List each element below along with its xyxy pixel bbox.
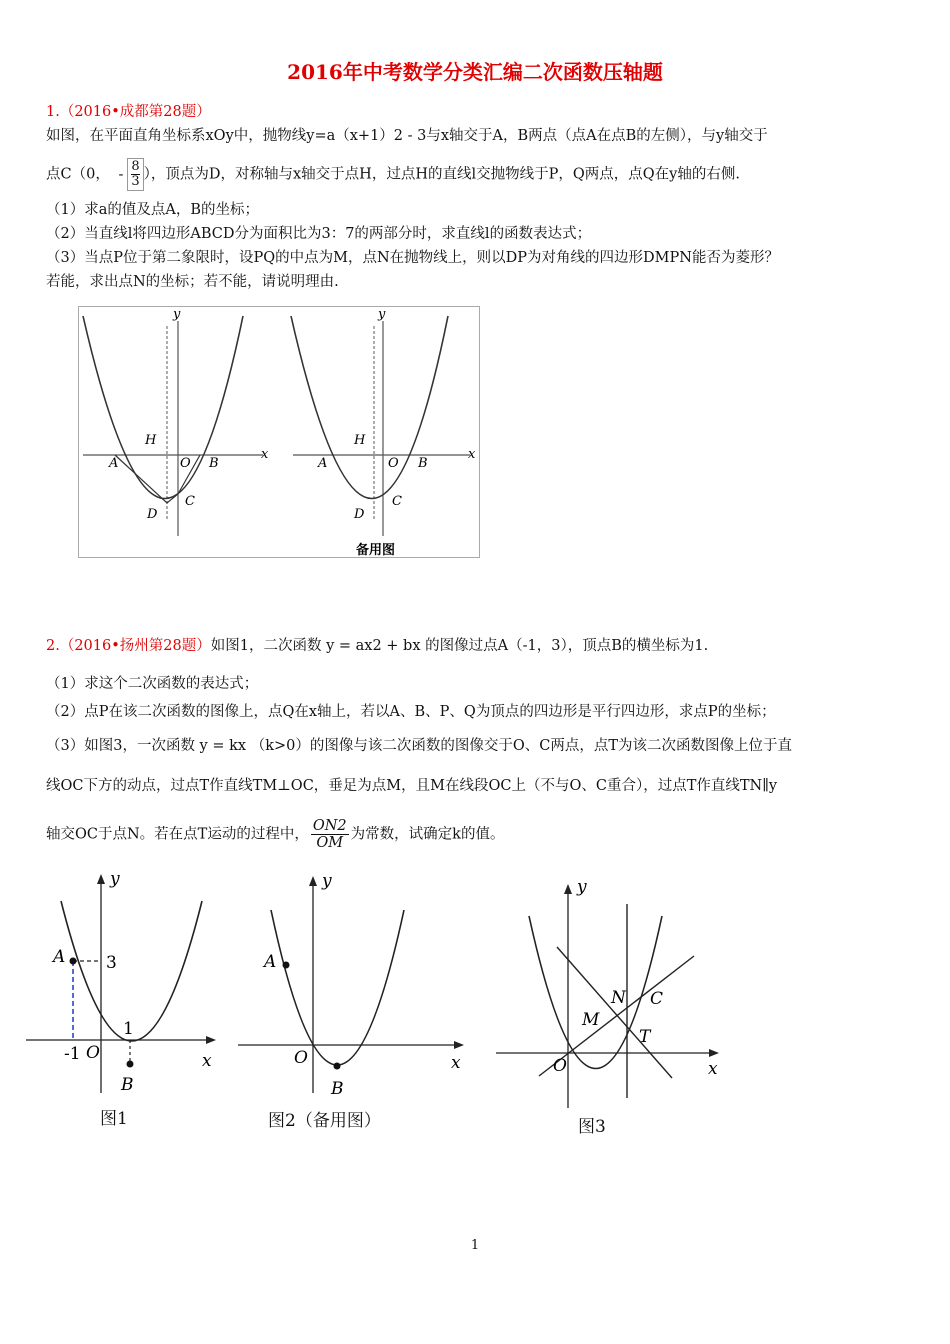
q1-spare-label-x: x	[468, 447, 476, 462]
q2-sub3c-post: 为常数，试确定k的值。	[350, 826, 505, 843]
fig1-point-A	[70, 958, 77, 965]
q1-spare-label-O: O	[388, 456, 399, 471]
fig1-label-B: B	[121, 1075, 134, 1095]
q2-frac-num: ON2	[312, 818, 347, 834]
q2-sub3c	[46, 818, 910, 851]
q2-fig2	[236, 868, 476, 1098]
fig3-y-arrow	[564, 884, 572, 894]
fig2-label-x: x	[451, 1053, 461, 1073]
fig3-label-y: y	[577, 877, 587, 897]
fig2-x-arrow	[454, 1041, 464, 1049]
q1-sub1: （1）求a的值及点A，B的坐标；	[46, 202, 259, 218]
fig1-y-arrow	[97, 874, 105, 884]
q1-label-B: B	[209, 456, 219, 471]
q1-label-C: C	[185, 494, 195, 509]
q1-label: 1.（2016•成都第28题）	[46, 104, 211, 120]
page-number: 1	[470, 1238, 480, 1253]
q1-spare-label-B: B	[418, 456, 428, 471]
q2-sub2: （2）点P在该二次函数的图像上，点Q在x轴上，若以A、B、P、Q为顶点的四边形是平行四边形，求点P的坐标；	[46, 704, 776, 720]
q1-line1: 如图，在平面直角坐标系xOy中，抛物线y=a（x+1）2 - 3与x轴交于A，B两点（点A在点B的左侧），与y轴交于	[46, 128, 768, 144]
fig1-caption: 图1	[100, 1109, 128, 1129]
fig3-label-x: x	[708, 1059, 718, 1079]
fig3-label-N: N	[611, 988, 626, 1008]
q1-line2a: 点C（0，	[46, 166, 110, 183]
q1-spare-label-A: A	[318, 456, 328, 471]
fig1-point-B	[127, 1061, 134, 1068]
q1-figure	[78, 306, 480, 558]
q1-label-O: O	[180, 456, 191, 471]
q2-fig3	[494, 876, 734, 1108]
fig3-x-arrow	[709, 1049, 719, 1057]
fig3-label-C: C	[650, 989, 664, 1009]
q1-spare-label-D: D	[354, 507, 365, 522]
q2-fig1	[26, 868, 226, 1098]
q1-figure-border	[79, 307, 480, 558]
q2-sub1: （1）求这个二次函数的表达式；	[46, 676, 259, 692]
q1-spare-label-y: y	[378, 307, 386, 322]
q2-sub3a: （3）如图3，一次函数 y = kx （k>0）的图像与该二次函数的图像交于O、C两点，点T为该二次函数图像上位于直	[46, 738, 793, 754]
fig2-label-B: B	[331, 1079, 344, 1098]
fig3-label-T: T	[639, 1027, 651, 1047]
fig1-label-neg1: -1	[64, 1044, 81, 1064]
fig1-x-arrow	[206, 1036, 216, 1044]
q1-label-D: D	[147, 507, 158, 522]
fig1-label-A: A	[53, 947, 66, 967]
fig3-label-M: M	[582, 1010, 600, 1030]
fig2-point-A	[283, 962, 290, 969]
fig1-label-1: 1	[123, 1019, 134, 1039]
q1-label-y: y	[173, 307, 181, 322]
fig3-caption: 图3	[578, 1117, 606, 1137]
q1-sub3a: （3）当点P位于第二象限时，设PQ的中点为M，点N在抛物线上，则以DP为对角线的四边形DMPN能否为菱形？	[46, 250, 779, 266]
fig3-line-TM	[557, 947, 672, 1078]
fig1-label-y: y	[110, 869, 120, 889]
fig1-label-3: 3	[106, 953, 117, 973]
q1-frac-num: 8	[131, 159, 140, 174]
q1-sub3b: 若能，求出点N的坐标；若不能，请说明理由.	[46, 274, 339, 290]
fig2-label-A: A	[264, 952, 277, 972]
q2-line1: 如图1，二次函数 y = ax2 + bx 的图像过点A（-1，3），顶点B的横坐标为1.	[210, 638, 709, 654]
q1-line2b: ），顶点为D，对称轴与x轴交于点H，过点H的直线l交抛物线于P，Q两点，点Q在y轴的右侧.	[143, 166, 740, 183]
q1-spare-label-H: H	[354, 433, 366, 448]
q1-line2: 点C（0， - $\frac{8}{3}$），顶点为D，对称轴与x轴交于点H，过点H的直线l交抛物线于P，Q两点，点Q在y轴的右侧.	[46, 159, 740, 189]
fig2-point-B	[334, 1063, 341, 1070]
fig2-label-O: O	[294, 1048, 308, 1068]
q1-label-H: H	[145, 433, 157, 448]
page-title: 2016年中考数学分类汇编二次函数压轴题	[287, 60, 663, 84]
fig3-label-O: O	[553, 1056, 567, 1076]
q1-label-x: x	[261, 447, 269, 462]
fig2-label-y: y	[322, 871, 332, 891]
q2-frac-den: OM	[316, 835, 344, 851]
q2-head	[46, 636, 910, 656]
q1-spare-caption: 备用图	[356, 543, 396, 558]
q1-frac-den: 3	[131, 174, 140, 189]
q2-label: 2.（2016•扬州第28题）	[46, 638, 211, 654]
fig1-label-O: O	[86, 1043, 100, 1063]
q2-sub3c-pre: 轴交OC于点N。若在点T运动的过程中，	[46, 826, 309, 843]
q2-fraction	[311, 818, 349, 851]
fig2-caption: 图2（备用图）	[268, 1111, 381, 1131]
q1-fraction	[127, 158, 143, 191]
q2-sub3b: 线OC下方的动点，过点T作直线TM⊥OC，垂足为点M，且M在线段OC上（不与O、C重合），过点T作直线TN∥y	[46, 778, 778, 794]
fig1-label-x: x	[202, 1051, 212, 1071]
fig2-y-arrow	[309, 876, 317, 886]
q1-sub2: （2）当直线l将四边形ABCD分为面积比为3：7的两部分时，求直线l的函数表达式；	[46, 226, 592, 242]
q1-spare-label-C: C	[392, 494, 402, 509]
fig2-parabola	[271, 910, 404, 1065]
q1-label-A: A	[109, 456, 119, 471]
